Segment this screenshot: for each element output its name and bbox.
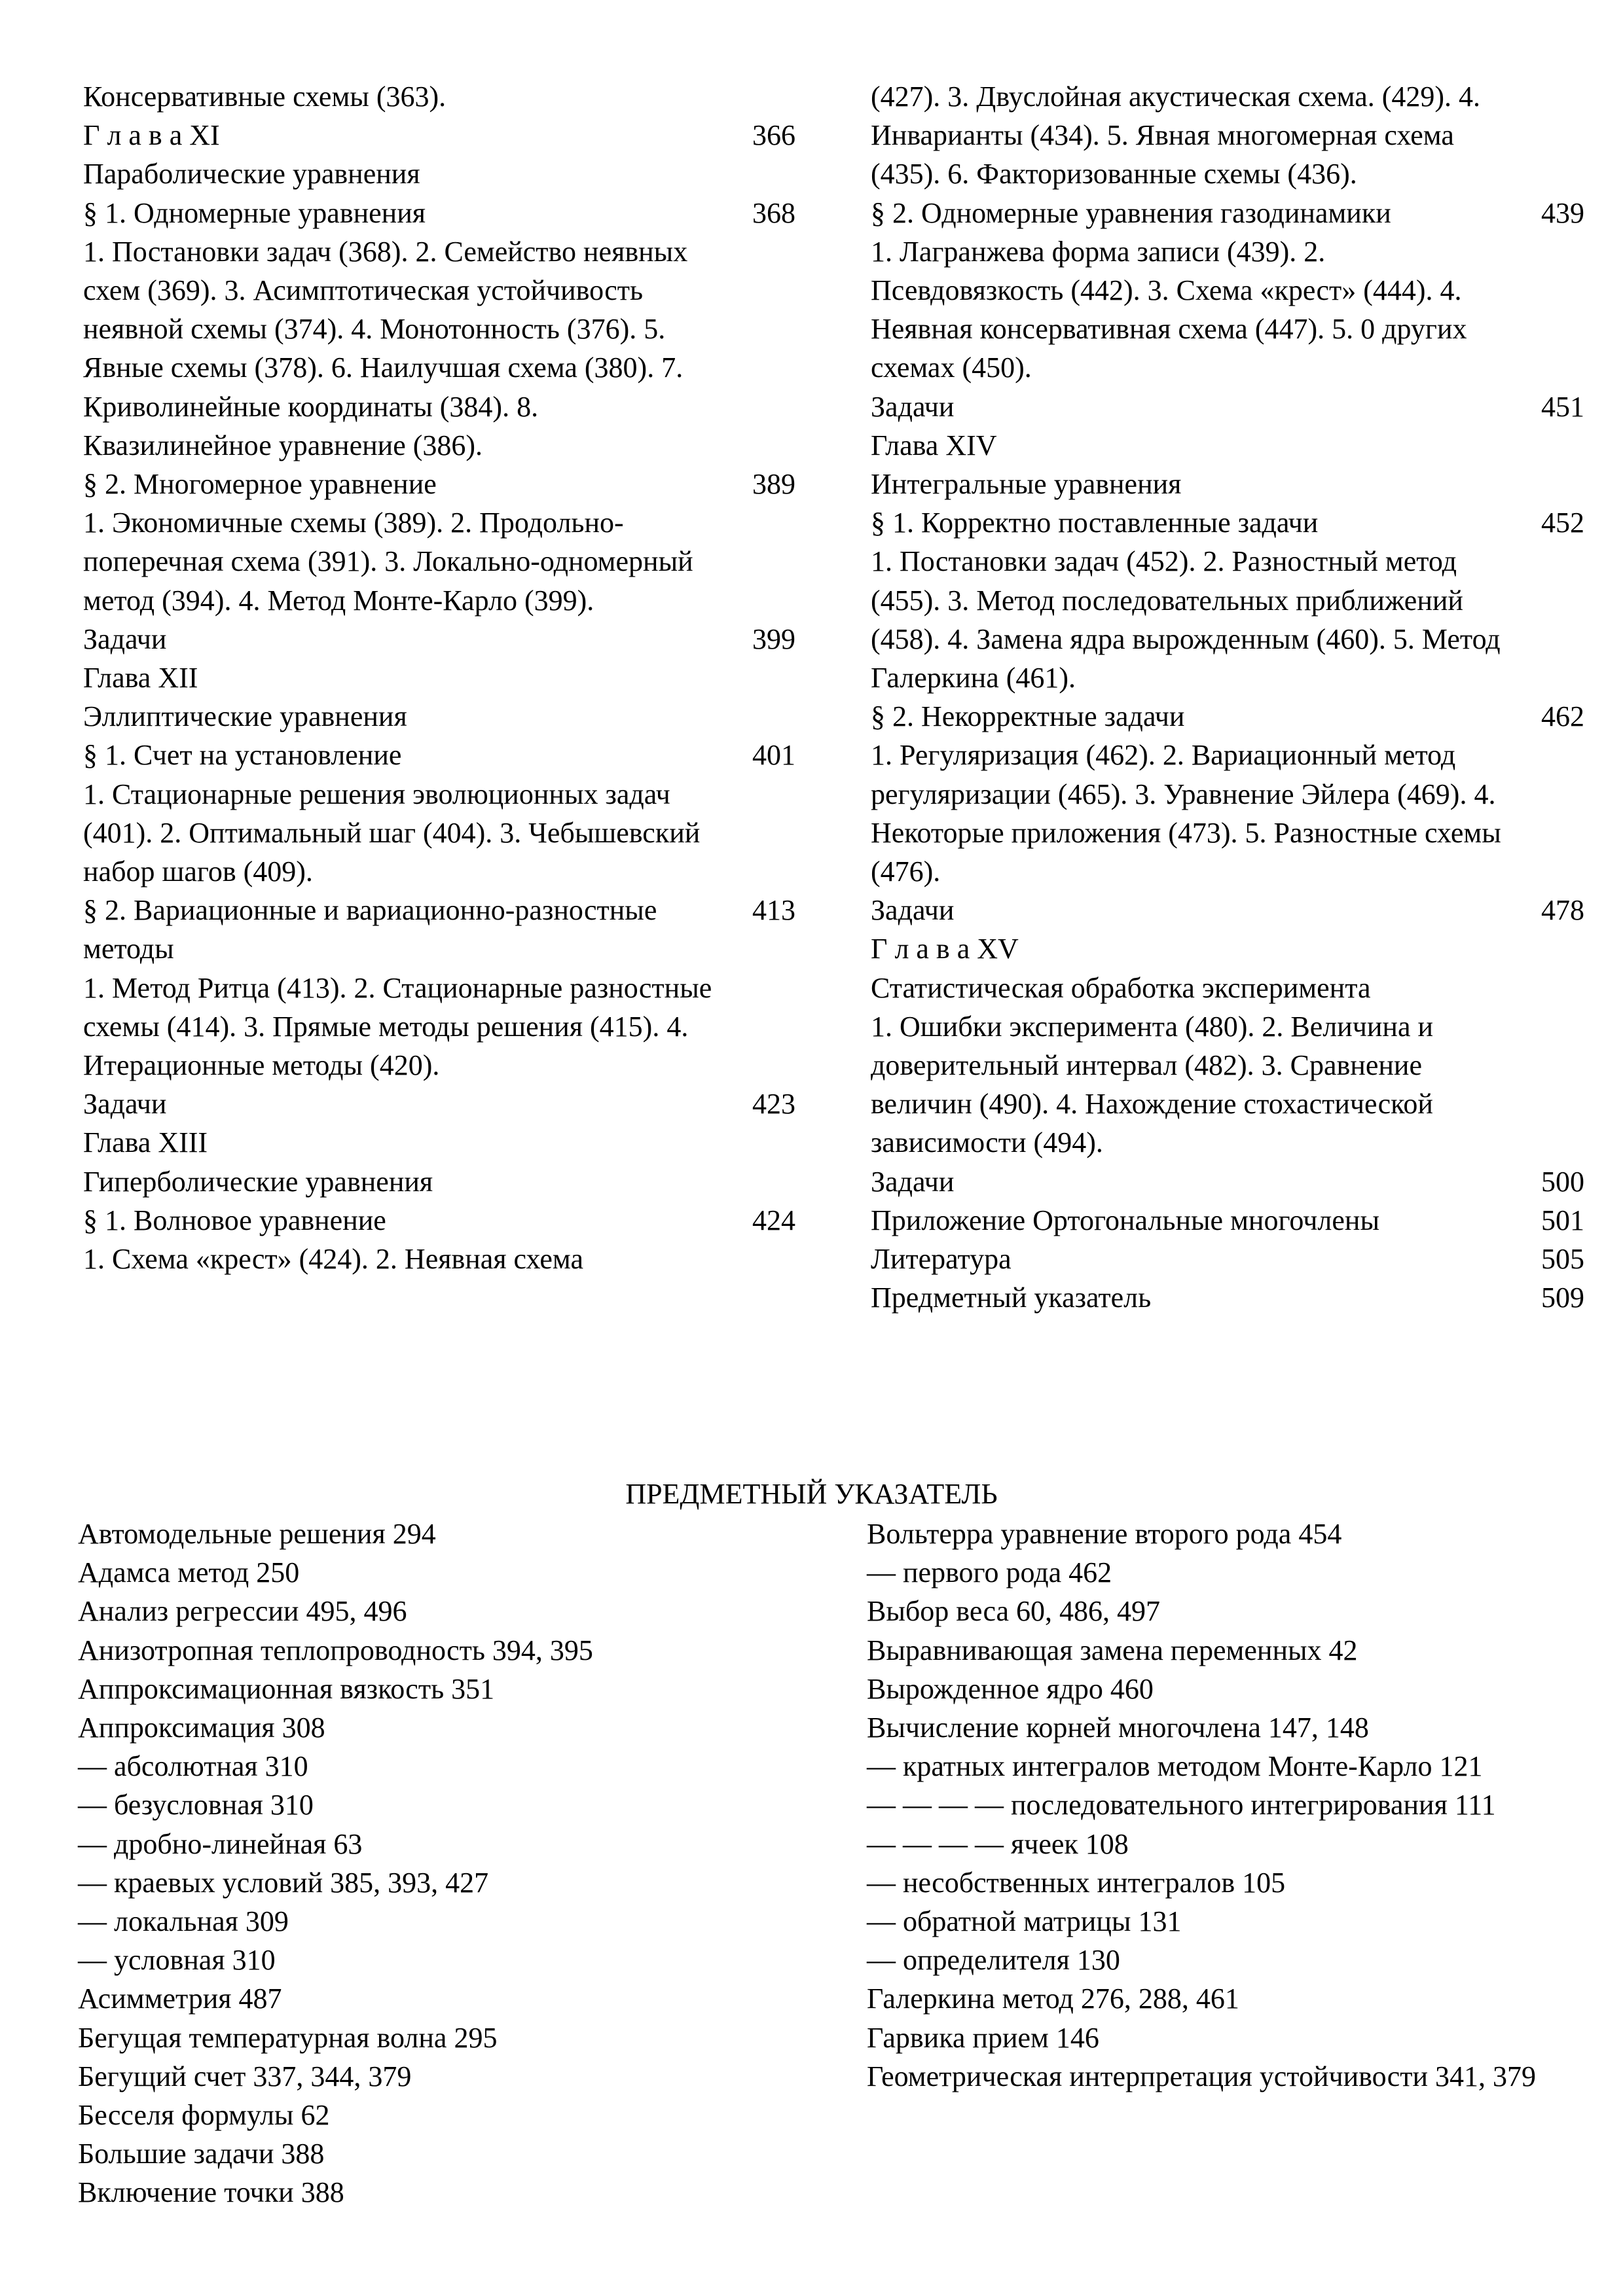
toc-entry bbox=[871, 387, 1584, 426]
index-entry: — определителя 130 bbox=[867, 1944, 1120, 1977]
toc-entry bbox=[871, 426, 1584, 465]
index-entry: — — — — последовательного интегрирования 111 bbox=[867, 1789, 1496, 1821]
toc-entry bbox=[83, 77, 795, 116]
toc-entry-text: § 2. Многомерное уравнение bbox=[83, 468, 437, 501]
index-entry: Выбор веса 60, 486, 497 bbox=[867, 1595, 1161, 1628]
toc-entry bbox=[83, 1240, 795, 1278]
index-entry: — локальная 309 bbox=[78, 1905, 289, 1938]
toc-entry-page: 505 bbox=[1541, 1243, 1584, 1276]
index-entry: Включение точки 388 bbox=[78, 2176, 344, 2209]
toc-entry-text: (427). 3. Двуслойная акустическая схема. (429). 4. Инварианты (434). 5. Явная многомерная схема (435). 6. Факторизованные схемы (436). bbox=[871, 81, 1481, 190]
index-entry: — кратных интегралов методом Монте-Карло 121 bbox=[867, 1750, 1483, 1783]
toc-entry bbox=[83, 1085, 795, 1123]
toc-entry-text: 1. Схема «крест» (424). 2. Неявная схема bbox=[83, 1243, 584, 1276]
toc-entry-text: Задачи bbox=[83, 1088, 167, 1121]
toc-entry-page: 366 bbox=[752, 119, 795, 152]
toc-entry bbox=[871, 1278, 1584, 1317]
toc-entry-text: 1. Ошибки эксперимента (480). 2. Величина и доверительный интервал (482). 3. Сравнение величин (490). 4. Нахождение стохастической зависимости (494). bbox=[871, 1010, 1434, 1159]
toc-entry-page: 500 bbox=[1541, 1165, 1584, 1198]
toc-entry-page: 439 bbox=[1541, 196, 1584, 229]
index-entry: Вычисление корней многочлена 147, 148 bbox=[867, 1712, 1369, 1744]
toc-entry bbox=[871, 232, 1584, 387]
index-entry: — несобственных интегралов 105 bbox=[867, 1866, 1286, 1899]
toc-entry bbox=[871, 697, 1584, 736]
toc-entry bbox=[83, 658, 795, 697]
toc-entry bbox=[871, 929, 1584, 968]
toc-entry bbox=[871, 1162, 1584, 1201]
toc-entry-text: 1. Стационарные решения эволюционных задач (401). 2. Оптимальный шаг (404). 3. Чебышевский набор шагов (409). bbox=[83, 778, 701, 888]
index-title: ПРЕДМЕТНЫЙ УКАЗАТЕЛЬ bbox=[625, 1478, 998, 1510]
toc-entry bbox=[83, 194, 795, 232]
toc-entry bbox=[871, 503, 1584, 542]
toc-entry bbox=[871, 1240, 1584, 1278]
toc-right-column bbox=[871, 77, 1584, 1318]
toc-entry bbox=[871, 969, 1584, 1007]
toc-entry-text: Г л а в а XV bbox=[871, 933, 1019, 965]
toc-entry-text: § 2. Вариационные и вариационно-разностные методы bbox=[83, 894, 657, 965]
toc-entry bbox=[83, 1162, 795, 1201]
toc-entry-text: 1. Лагранжева форма записи (439). 2. Псевдовязкость (442). 3. Схема «крест» (444). 4. Неявная консервативная схема (447). 5. 0 других схемах (450). bbox=[871, 235, 1467, 384]
toc-entry-text: Предметный указатель bbox=[871, 1282, 1152, 1314]
index-entry: Гарвика прием 146 bbox=[867, 2021, 1099, 2054]
toc-entry bbox=[83, 154, 795, 193]
toc-entry bbox=[83, 503, 795, 620]
index-entry: — безусловная 310 bbox=[78, 1789, 314, 1821]
toc-entry-text: 1. Постановки задач (452). 2. Разностный метод (455). 3. Метод последовательных приближений (458). 4. Замена ядра вырожденным (460). 5. Метод Галеркина (461). bbox=[871, 545, 1501, 694]
toc-entry-text: Задачи bbox=[83, 622, 167, 655]
index-entry: — краевых условий 385, 393, 427 bbox=[78, 1866, 489, 1899]
index-entry: — абсолютная 310 bbox=[78, 1750, 308, 1783]
index-entry: Галеркина метод 276, 288, 461 bbox=[867, 1982, 1239, 2015]
toc-entry-text: § 1. Одномерные уравнения bbox=[83, 196, 426, 229]
toc-entry-text: 1. Регуляризация (462). 2. Вариационный метод регуляризации (465). 3. Уравнение Эйлера (469). 4. Некоторые приложения (473). 5. Разностные схемы (476). bbox=[871, 739, 1501, 888]
toc-entry-text: Гиперболические уравнения bbox=[83, 1165, 433, 1198]
toc-entry-text: Консервативные схемы (363). bbox=[83, 81, 447, 113]
toc-entry bbox=[83, 736, 795, 774]
toc-entry bbox=[83, 116, 795, 154]
toc-entry-page: 424 bbox=[752, 1204, 795, 1236]
toc-entry-text: Задачи bbox=[871, 894, 955, 927]
toc-entry bbox=[83, 697, 795, 736]
toc-entry-text: 1. Метод Ритца (413). 2. Стационарные разностные схемы (414). 3. Прямые методы решения (415). 4. Итерационные методы (420). bbox=[83, 971, 712, 1082]
toc-entry-text: § 1. Корректно поставленные задачи bbox=[871, 507, 1319, 539]
toc-entry-text: § 2. Одномерные уравнения газодинамики bbox=[871, 196, 1391, 229]
toc-entry bbox=[83, 775, 795, 891]
index-entry: — первого рода 462 bbox=[867, 1556, 1112, 1589]
toc-entry-text: § 1. Волновое уравнение bbox=[83, 1204, 386, 1236]
index-entry: Аппроксимация 308 bbox=[78, 1712, 325, 1744]
index-entry: Автомодельные решения 294 bbox=[78, 1518, 436, 1550]
toc-entry-page: 401 bbox=[752, 739, 795, 772]
toc-entry-page: 423 bbox=[752, 1088, 795, 1121]
toc-entry-page: 389 bbox=[752, 468, 795, 501]
toc-entry bbox=[871, 465, 1584, 503]
toc-entry bbox=[83, 232, 795, 465]
index-entry: Бегущий счет 337, 344, 379 bbox=[78, 2060, 412, 2092]
toc-entry bbox=[83, 1201, 795, 1240]
index-entry: Адамса метод 250 bbox=[78, 1556, 300, 1589]
toc-entry-text: Задачи bbox=[871, 390, 955, 423]
index-entry: — условная 310 bbox=[78, 1944, 276, 1977]
toc-entry bbox=[83, 891, 795, 968]
index-entry: — — — — ячеек 108 bbox=[867, 1827, 1129, 1860]
toc-entry-text: Глава XIV bbox=[871, 429, 997, 461]
toc-entry-page: 451 bbox=[1541, 390, 1584, 423]
index-entry: Аппроксимационная вязкость 351 bbox=[78, 1672, 495, 1705]
toc-entry-text: Параболические уравнения bbox=[83, 158, 420, 190]
toc-entry bbox=[871, 77, 1584, 194]
index-entry: Бесселя формулы 62 bbox=[78, 2099, 330, 2132]
toc-entry bbox=[83, 969, 795, 1085]
index-entry: Анализ регрессии 495, 496 bbox=[78, 1595, 407, 1628]
index-entry: — обратной матрицы 131 bbox=[867, 1905, 1182, 1938]
index-entry: Большие задачи 388 bbox=[78, 2138, 325, 2170]
toc-entry-page: 509 bbox=[1541, 1282, 1584, 1314]
toc-entry-page: 462 bbox=[1541, 700, 1584, 733]
toc-entry bbox=[871, 891, 1584, 929]
toc-entry-text: Глава XIII bbox=[83, 1126, 208, 1159]
index-entry: — дробно-линейная 63 bbox=[78, 1827, 363, 1860]
toc-entry bbox=[83, 620, 795, 658]
index-right-column bbox=[867, 1515, 1587, 2096]
toc-entry-text: Задачи bbox=[871, 1165, 955, 1198]
toc-entry-page: 478 bbox=[1541, 894, 1584, 927]
toc-entry-text: Приложение Ортогональные многочлены bbox=[871, 1204, 1380, 1236]
toc-entry-page: 399 bbox=[752, 622, 795, 655]
toc-entry-page: 501 bbox=[1541, 1204, 1584, 1236]
toc-entry-text: Литература bbox=[871, 1243, 1012, 1276]
toc-entry-text: Статистическая обработка эксперимента bbox=[871, 971, 1371, 1004]
index-entry: Выравнивающая замена переменных 42 bbox=[867, 1634, 1358, 1666]
toc-entry-text: 1. Экономичные схемы (389). 2. Продольно-поперечная схема (391). 3. Локально-одномерный метод (394). 4. Метод Монте-Карло (399). bbox=[83, 507, 693, 617]
toc-entry bbox=[871, 542, 1584, 697]
index-entry: Геометрическая интерпретация устойчивости 341, 379 bbox=[867, 2060, 1537, 2092]
toc-entry-text: Глава XII bbox=[83, 662, 198, 694]
index-entry: Асимметрия 487 bbox=[78, 1982, 282, 2015]
toc-entry-page: 368 bbox=[752, 196, 795, 229]
toc-entry-text: Эллиптические уравнения bbox=[83, 700, 407, 733]
index-entry: Бегущая температурная волна 295 bbox=[78, 2021, 498, 2054]
index-entry: Вольтерра уравнение второго рода 454 bbox=[867, 1518, 1342, 1550]
toc-entry bbox=[871, 736, 1584, 891]
toc-entry-text: § 2. Некорректные задачи bbox=[871, 700, 1185, 733]
toc-entry-page: 452 bbox=[1541, 507, 1584, 539]
toc-entry-text: § 1. Счет на установление bbox=[83, 739, 402, 772]
toc-entry bbox=[871, 1201, 1584, 1240]
toc-entry-text: 1. Постановки задач (368). 2. Семейство неявных схем (369). 3. Асимптотическая устойчивость неявной схемы (374). 4. Монотонность (376). 5. Явные схемы (378). 6. Наилучшая схема (380). 7. Криволинейные координаты (384). 8. Квазилинейное уравнение (386). bbox=[83, 235, 688, 461]
toc-entry bbox=[871, 194, 1584, 232]
toc-left-column bbox=[83, 77, 795, 1278]
toc-entry-text: Интегральные уравнения bbox=[871, 468, 1182, 501]
toc-entry bbox=[871, 1007, 1584, 1162]
toc-entry-page: 413 bbox=[752, 894, 795, 927]
index-entry: Вырожденное ядро 460 bbox=[867, 1672, 1154, 1705]
toc-entry bbox=[83, 465, 795, 503]
toc-entry bbox=[83, 1123, 795, 1162]
toc-entry-text: Г л а в а XI bbox=[83, 119, 220, 152]
index-entry: Анизотропная теплопроводность 394, 395 bbox=[78, 1634, 593, 1666]
index-left-column bbox=[78, 1515, 831, 2212]
